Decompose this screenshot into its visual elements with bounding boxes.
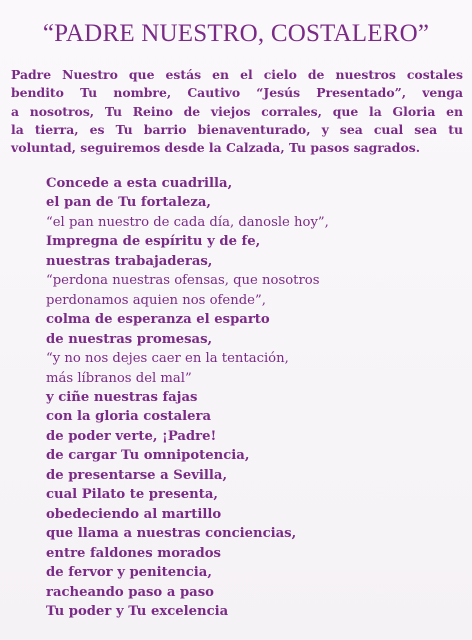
verse-line: “y no nos dejes caer en la tentación,: [46, 351, 289, 367]
intro-line: voluntad, seguiremos desde la Calzada, Tu pasos sagrados.: [11, 140, 421, 156]
verse-line: y ciñe nuestras fajas: [46, 389, 198, 405]
verse-line: de nuestras promesas,: [46, 331, 213, 347]
prayer-verses: [46, 174, 456, 621]
verse-line: “perdona nuestras ofensas, que nosotros: [46, 273, 320, 289]
verse-line: perdonamos aquien nos ofende”,: [46, 292, 266, 308]
document-title: “PADRE NUESTRO, COSTALERO”: [42, 20, 430, 47]
verse-line: cual Pilato te presenta,: [46, 487, 218, 503]
verse-line: “el pan nuestro de cada día, danosle hoy”,: [46, 214, 329, 230]
verse-line: racheando paso a paso: [46, 584, 214, 600]
verse-line: entre faldones morados: [46, 545, 221, 561]
verse-line: que llama a nuestras conciencias,: [46, 526, 297, 542]
intro-line: Padre Nuestro que estás en el cielo de nuestros costales: [11, 67, 463, 82]
verse-line: obedeciendo al martillo: [46, 506, 222, 522]
verse-line: el pan de Tu fortaleza,: [46, 195, 211, 211]
verse-line: colma de esperanza el esparto: [46, 312, 270, 328]
verse-line: Concede a esta cuadrilla,: [46, 176, 233, 191]
verse-line: con la gloria costalera: [46, 409, 212, 425]
verse-line: más líbranos del mal”: [46, 370, 192, 386]
verse-line: de presentarse a Sevilla,: [46, 467, 228, 483]
intro-line: la tierra, es Tu barrio bienaventurado, y sea cual sea tu: [11, 121, 463, 137]
verse-line: de cargar Tu omnipotencia,: [46, 448, 250, 464]
intro-line: bendito Tu nombre, Cautivo “Jesús Presentado”, venga: [11, 85, 463, 101]
intro-paragraph: [11, 66, 463, 157]
verse-line: de poder verte, ¡Padre!: [46, 428, 217, 444]
verse-line: Tu poder y Tu excelencia: [46, 603, 229, 619]
intro-line: a nosotros, Tu Reino de viejos corrales, que la Gloria en: [11, 103, 463, 119]
verse-line: de fervor y penitencia,: [46, 565, 212, 581]
verse-line: Impregna de espíritu y de fe,: [46, 234, 261, 250]
verse-line: nuestras trabajaderas,: [46, 253, 213, 269]
